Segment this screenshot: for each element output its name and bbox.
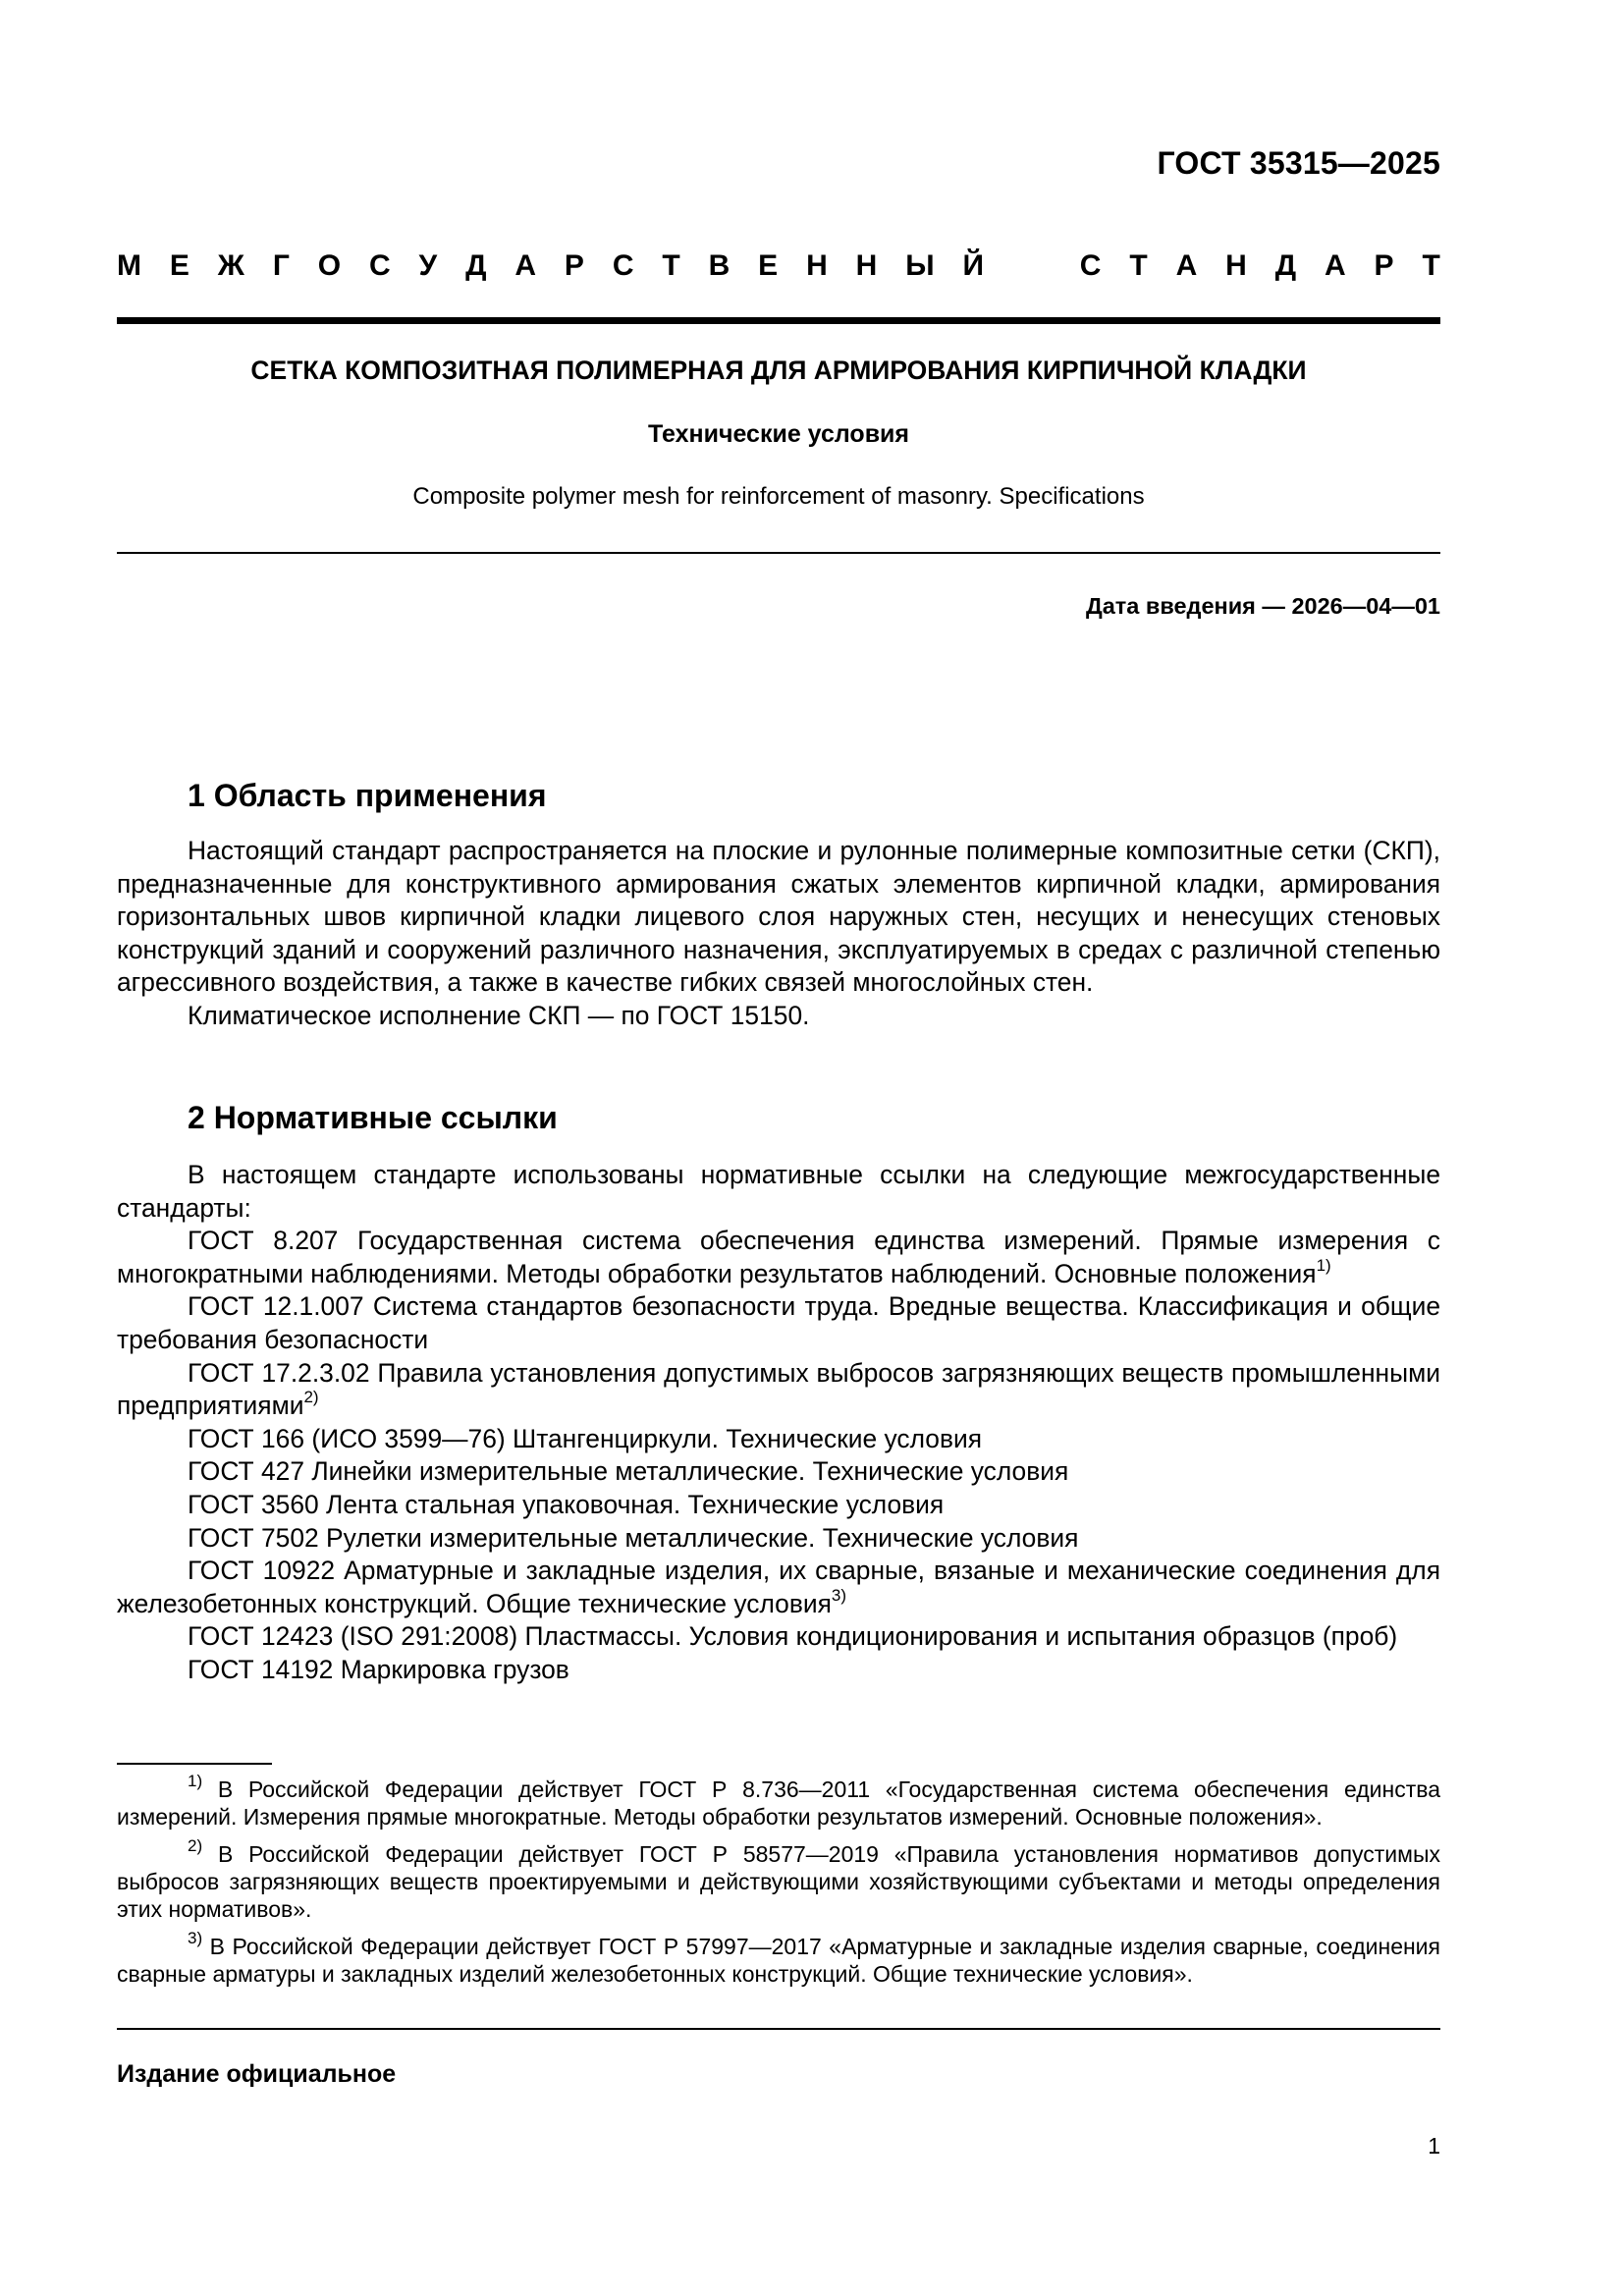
section-2-body bbox=[117, 1159, 1440, 1687]
footnotes bbox=[117, 1772, 1440, 1997]
reference-text: ГОСТ 12423 (ISO 291:2008) Пластмассы. Условия кондиционирования и испытания образцов (проб) bbox=[188, 1621, 1398, 1652]
normative-reference bbox=[117, 1225, 1440, 1290]
banner-letter: В bbox=[708, 249, 730, 282]
footnote-text: В Российской Федерации действует ГОСТ Р 57997—2017 «Арматурные и закладные изделия сварные, соединения сварные арматуры и закладных изделий железобетонных конструкций. Общие технические условия». bbox=[117, 1934, 1440, 1987]
banner-letter: Т bbox=[1422, 249, 1440, 282]
normative-reference bbox=[117, 1290, 1440, 1356]
banner-letter: Т bbox=[1129, 249, 1148, 282]
official-edition-label: Издание официальное bbox=[117, 2060, 397, 2088]
footnote bbox=[117, 1836, 1440, 1923]
standard-type-banner bbox=[117, 249, 1440, 283]
banner-word-gap bbox=[1012, 249, 1052, 283]
banner-letter: А bbox=[1324, 249, 1346, 282]
banner-letter: О bbox=[317, 249, 342, 282]
document-title-english: Composite polymer mesh for reinforcement of masonry. Specifications bbox=[412, 483, 1145, 510]
normative-reference bbox=[117, 1654, 1440, 1687]
banner-letter: Р bbox=[1374, 249, 1394, 282]
banner-letter: С bbox=[612, 249, 634, 282]
banner-letter: Е bbox=[758, 249, 779, 282]
reference-text: ГОСТ 8.207 Государственная система обеспечения единства измерений. Прямые измерения с многократными наблюдениями. Методы обработки результатов наблюдений. Основные положения bbox=[117, 1226, 1440, 1288]
banner-letter: Д bbox=[1274, 249, 1297, 282]
banner-letter: Т bbox=[662, 249, 680, 282]
reference-text: ГОСТ 10922 Арматурные и закладные изделия, их сварные, вязаные и механические соединения для железобетонных конструкций. Общие технические условия bbox=[117, 1556, 1440, 1618]
section-2-intro: В настоящем стандарте использованы нормативные ссылки на следующие межгосударственные стандарты: bbox=[117, 1160, 1440, 1223]
footnote-mark: 3) bbox=[188, 1929, 203, 1948]
normative-reference bbox=[117, 1522, 1440, 1556]
footnote-mark: 1) bbox=[188, 1772, 203, 1791]
banner-letter: С bbox=[368, 249, 391, 282]
banner-letter: Н bbox=[806, 249, 828, 282]
footnote-text: В Российской Федерации действует ГОСТ Р 8.736—2011 «Государственная система обеспечения единства измерений. Измерения прямые многократные. Методы обработки результатов измерений. Основные положения». bbox=[117, 1777, 1440, 1830]
page-number: 1 bbox=[1428, 2133, 1440, 2159]
normative-reference bbox=[117, 1455, 1440, 1489]
document-number: ГОСТ 35315—2025 bbox=[1157, 145, 1440, 181]
document-page bbox=[117, 0, 1440, 2296]
reference-text: ГОСТ 7502 Рулетки измерительные металлические. Технические условия bbox=[188, 1522, 1079, 1553]
section-1-body bbox=[117, 835, 1440, 1033]
banner-letter: Р bbox=[564, 249, 584, 282]
banner-letter: Й bbox=[962, 249, 985, 282]
banner-letter: Г bbox=[272, 249, 290, 282]
title-rule bbox=[117, 552, 1440, 554]
footnote bbox=[117, 1929, 1440, 1988]
reference-text: ГОСТ 12.1.007 Система стандартов безопасности труда. Вредные вещества. Классификация и общие требования безопасности bbox=[117, 1291, 1440, 1354]
banner-letter: Д bbox=[465, 249, 487, 282]
banner-letter: Ы bbox=[905, 249, 935, 282]
section-1-heading: 1 Область применения bbox=[188, 778, 547, 813]
banner-letter: Н bbox=[1225, 249, 1247, 282]
footnote-marker: 1) bbox=[1316, 1255, 1331, 1275]
section-2-heading: 2 Нормативные ссылки bbox=[188, 1100, 558, 1135]
header-thick-rule bbox=[117, 317, 1440, 324]
footnote-text: В Российской Федерации действует ГОСТ Р 58577—2019 «Правила установления нормативов допустимых выбросов загрязняющих веществ проектируемыми и действующими хозяйствующими субъектами и методы определения этих нормативов». bbox=[117, 1841, 1440, 1922]
banner-letter: Ж bbox=[217, 249, 244, 282]
reference-text: ГОСТ 427 Линейки измерительные металлические. Технические условия bbox=[188, 1456, 1069, 1487]
normative-reference bbox=[117, 1620, 1440, 1654]
reference-text: ГОСТ 3560 Лента стальная упаковочная. Технические условия bbox=[188, 1489, 945, 1519]
reference-text: ГОСТ 17.2.3.02 Правила установления допустимых выбросов загрязняющих веществ промышленными предприятиями bbox=[117, 1357, 1440, 1421]
footnote-marker: 3) bbox=[831, 1585, 846, 1605]
introduction-date: Дата введения — 2026—04—01 bbox=[1085, 593, 1440, 619]
footnote-mark: 2) bbox=[188, 1836, 203, 1856]
footer-rule bbox=[117, 2028, 1440, 2030]
banner-letter: М bbox=[117, 249, 141, 282]
footnote bbox=[117, 1772, 1440, 1831]
banner-letter: Е bbox=[169, 249, 189, 282]
normative-reference bbox=[117, 1489, 1440, 1522]
banner-letter: У bbox=[418, 249, 438, 282]
footnote-separator bbox=[117, 1763, 272, 1765]
reference-text: ГОСТ 166 (ИСО 3599—76) Штангенциркули. Технические условия bbox=[188, 1423, 983, 1453]
normative-reference bbox=[117, 1555, 1440, 1620]
footnote-marker: 2) bbox=[303, 1388, 319, 1407]
document-subtitle: Технические условия bbox=[647, 420, 910, 448]
section-1-paragraph: Настоящий стандарт распространяется на плоские и рулонные полимерные композитные сетки (СКП), предназначенные для конструктивного армирования сжатых элементов кирпичной кладки, армирования горизонтальных швов кирпичной кладки лицевого слоя наружных стен, несущих и ненесущих стеновых конструкций зданий и сооружений различного назначения, эксплуатируемых в средах с различной степенью агрессивного воздействия, а также в качестве гибких связей многослойных стен. bbox=[117, 836, 1440, 998]
banner-letter: А bbox=[514, 249, 537, 282]
normative-reference bbox=[117, 1357, 1440, 1423]
document-title: СЕТКА КОМПОЗИТНАЯ ПОЛИМЕРНАЯ ДЛЯ АРМИРОВАНИЯ КИРПИЧНОЙ КЛАДКИ bbox=[250, 355, 1307, 385]
banner-letter: Н bbox=[855, 249, 878, 282]
banner-letter: С bbox=[1079, 249, 1102, 282]
normative-reference bbox=[117, 1423, 1440, 1456]
banner-letter: А bbox=[1175, 249, 1198, 282]
reference-text: ГОСТ 14192 Маркировка грузов bbox=[188, 1654, 569, 1684]
section-1-paragraph: Климатическое исполнение СКП — по ГОСТ 15150. bbox=[188, 1000, 810, 1030]
